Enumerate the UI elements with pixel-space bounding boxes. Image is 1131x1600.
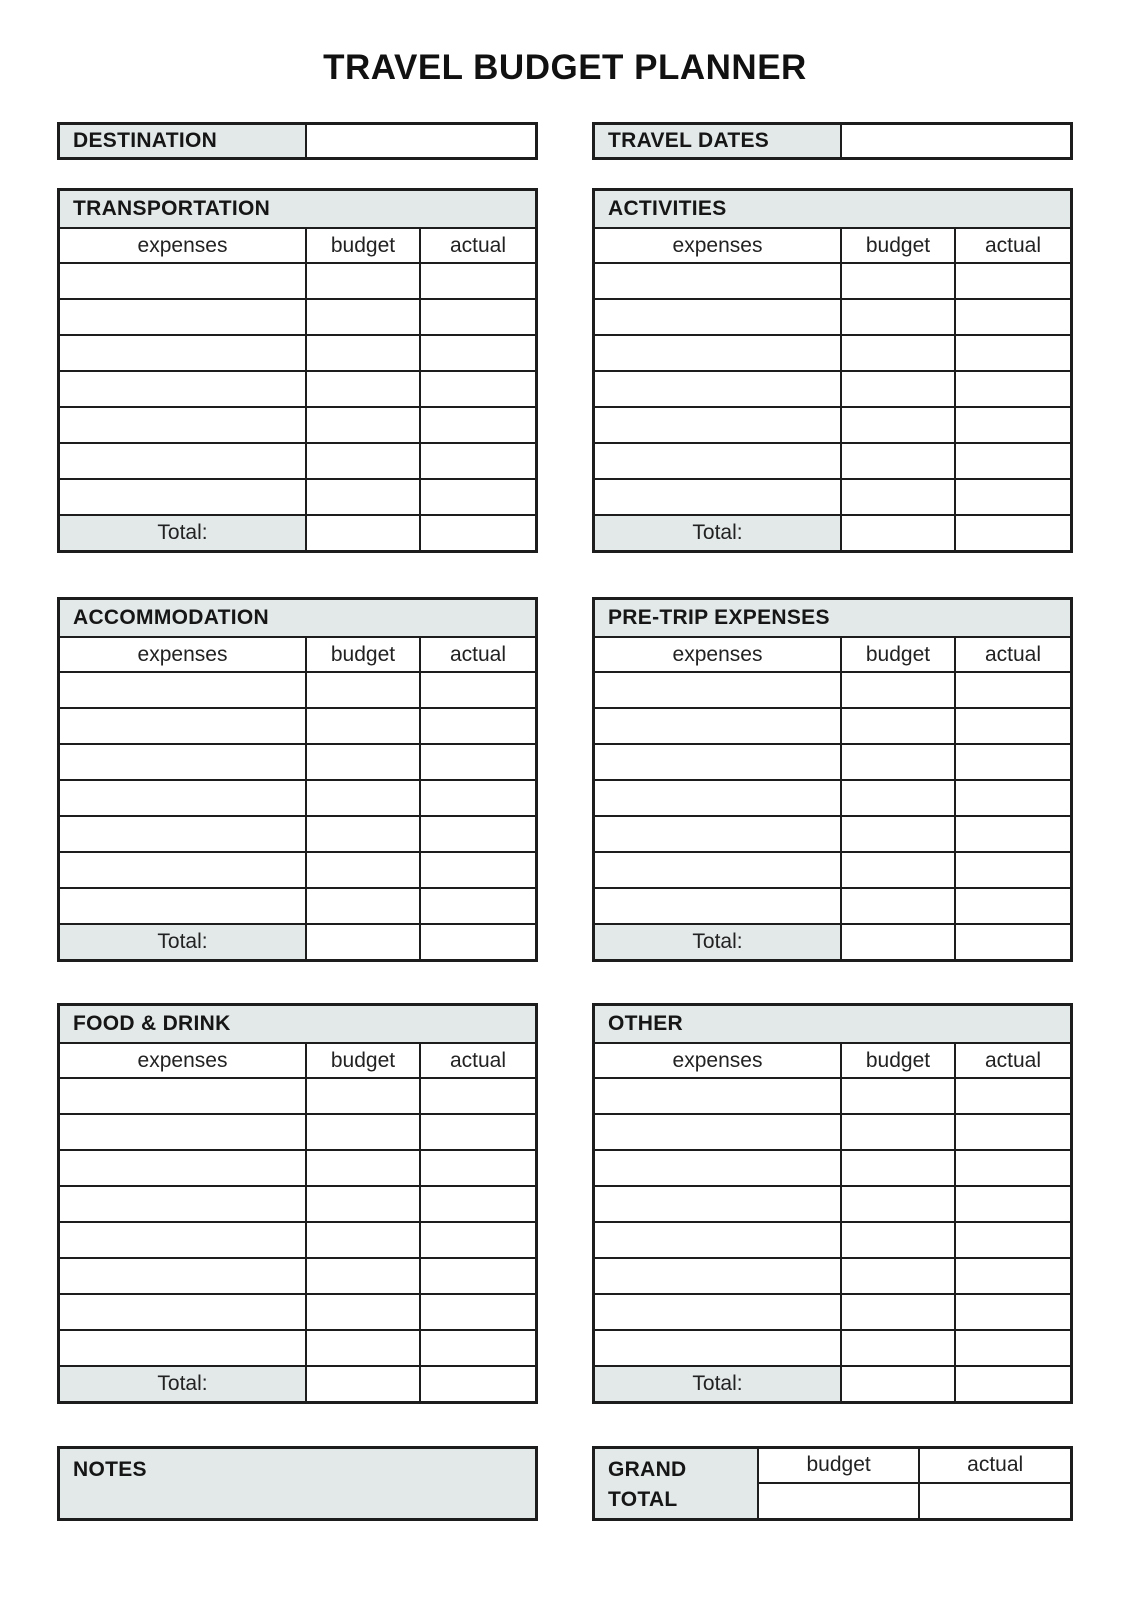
- expense-name-cell[interactable]: [60, 889, 307, 923]
- expense-name-cell[interactable]: [595, 817, 842, 851]
- expense-rows: [60, 264, 535, 516]
- expense-row: [595, 264, 1070, 300]
- grand-total-label-line2: TOTAL: [608, 1488, 678, 1511]
- actual-cell[interactable]: [421, 1331, 535, 1365]
- grand-total-label: [595, 1449, 759, 1518]
- expense-name-cell[interactable]: [595, 709, 842, 743]
- expense-name-cell[interactable]: [60, 709, 307, 743]
- budget-cell[interactable]: [842, 745, 956, 779]
- budget-cell[interactable]: [842, 300, 956, 334]
- expense-name-cell[interactable]: [60, 300, 307, 334]
- expense-name-cell[interactable]: [595, 1223, 842, 1257]
- expense-name-cell[interactable]: [60, 444, 307, 478]
- total-budget-cell[interactable]: [307, 1367, 421, 1401]
- actual-cell[interactable]: [956, 1187, 1070, 1221]
- expense-row: [595, 408, 1070, 444]
- budget-cell[interactable]: [307, 1259, 421, 1293]
- budget-cell[interactable]: [307, 444, 421, 478]
- expense-name-cell[interactable]: [60, 673, 307, 707]
- total-actual-cell[interactable]: [421, 516, 535, 550]
- total-label: Total:: [595, 516, 842, 550]
- expense-row: [60, 1259, 535, 1295]
- section-title: TRANSPORTATION: [60, 191, 535, 229]
- expense-row: [595, 889, 1070, 925]
- section-table-other: [592, 1003, 1073, 1404]
- total-budget-cell[interactable]: [307, 925, 421, 959]
- column-header-actual: actual: [449, 1048, 507, 1072]
- expense-name-cell[interactable]: [60, 1115, 307, 1149]
- actual-cell[interactable]: [421, 673, 535, 707]
- column-header-row: [60, 229, 535, 264]
- expense-row: [595, 444, 1070, 480]
- actual-cell[interactable]: [421, 709, 535, 743]
- section-table-food-drink: [57, 1003, 538, 1404]
- total-budget-cell[interactable]: [842, 1367, 956, 1401]
- budget-cell[interactable]: [842, 264, 956, 298]
- budget-cell[interactable]: [307, 1151, 421, 1185]
- expense-name-cell[interactable]: [595, 673, 842, 707]
- actual-cell[interactable]: [956, 336, 1070, 370]
- actual-cell[interactable]: [956, 1151, 1070, 1185]
- column-header-actual: actual: [984, 642, 1042, 666]
- total-row: [60, 1367, 535, 1401]
- total-row: [595, 516, 1070, 550]
- budget-cell[interactable]: [842, 1187, 956, 1221]
- expense-name-cell[interactable]: [595, 264, 842, 298]
- actual-cell[interactable]: [421, 1259, 535, 1293]
- page-title: TRAVEL BUDGET PLANNER: [323, 48, 807, 87]
- actual-cell[interactable]: [421, 372, 535, 406]
- actual-cell[interactable]: [421, 781, 535, 815]
- expense-row: [595, 336, 1070, 372]
- total-actual-cell[interactable]: [421, 1367, 535, 1401]
- expense-name-cell[interactable]: [60, 372, 307, 406]
- budget-cell[interactable]: [307, 889, 421, 923]
- expense-name-cell[interactable]: [60, 853, 307, 887]
- expense-name-cell[interactable]: [60, 336, 307, 370]
- expense-row: [595, 480, 1070, 516]
- expense-name-cell[interactable]: [595, 372, 842, 406]
- column-header-budget: budget: [307, 229, 421, 262]
- actual-cell[interactable]: [956, 745, 1070, 779]
- budget-cell[interactable]: [842, 853, 956, 887]
- budget-cell[interactable]: [307, 1079, 421, 1113]
- expense-row: [60, 1151, 535, 1187]
- expense-rows: [595, 673, 1070, 925]
- expense-row: [595, 1079, 1070, 1115]
- expense-row: [595, 817, 1070, 853]
- actual-cell[interactable]: [421, 1295, 535, 1329]
- column-header-actual: actual: [449, 642, 507, 666]
- expense-name-cell[interactable]: [595, 1115, 842, 1149]
- budget-cell[interactable]: [842, 444, 956, 478]
- actual-cell[interactable]: [421, 1151, 535, 1185]
- expense-row: [595, 300, 1070, 336]
- column-header-budget: budget: [307, 638, 421, 671]
- expense-name-cell[interactable]: [595, 781, 842, 815]
- expense-row: [595, 709, 1070, 745]
- actual-cell[interactable]: [956, 300, 1070, 334]
- expense-row: [60, 372, 535, 408]
- expense-row: [60, 853, 535, 889]
- budget-cell[interactable]: [307, 372, 421, 406]
- column-header-expenses: expenses: [595, 229, 842, 262]
- actual-cell[interactable]: [421, 336, 535, 370]
- tables-row-2: [57, 597, 1073, 962]
- budget-cell[interactable]: [307, 264, 421, 298]
- actual-cell[interactable]: [956, 889, 1070, 923]
- total-row: [595, 925, 1070, 959]
- notes-label: NOTES: [73, 1458, 147, 1481]
- grand-total-table: [592, 1446, 1073, 1521]
- budget-cell[interactable]: [307, 1295, 421, 1329]
- travel-dates-input[interactable]: [842, 125, 1070, 157]
- total-actual-cell[interactable]: [956, 1367, 1070, 1401]
- column-header-expenses: expenses: [595, 1044, 842, 1077]
- expense-name-cell[interactable]: [595, 336, 842, 370]
- column-header-row: [595, 229, 1070, 264]
- destination-label: DESTINATION: [60, 125, 307, 157]
- section-table-pre-trip-expenses: [592, 597, 1073, 962]
- budget-cell[interactable]: [842, 1151, 956, 1185]
- budget-cell[interactable]: [842, 408, 956, 442]
- budget-cell[interactable]: [307, 853, 421, 887]
- budget-cell[interactable]: [307, 1115, 421, 1149]
- section-title: FOOD & DRINK: [60, 1006, 535, 1044]
- budget-cell[interactable]: [842, 781, 956, 815]
- budget-cell[interactable]: [842, 709, 956, 743]
- expense-name-cell[interactable]: [60, 781, 307, 815]
- total-actual-cell[interactable]: [956, 925, 1070, 959]
- column-header-expenses: expenses: [60, 638, 307, 671]
- expense-name-cell[interactable]: [60, 264, 307, 298]
- expense-rows: [60, 1079, 535, 1367]
- actual-cell[interactable]: [956, 1331, 1070, 1365]
- total-row: [595, 1367, 1070, 1401]
- budget-cell[interactable]: [307, 480, 421, 514]
- expense-row: [60, 444, 535, 480]
- budget-cell[interactable]: [842, 1259, 956, 1293]
- grand-total-budget-header: budget: [759, 1449, 921, 1484]
- expense-row: [595, 673, 1070, 709]
- expense-row: [60, 336, 535, 372]
- total-label: Total:: [595, 1367, 842, 1401]
- budget-cell[interactable]: [307, 709, 421, 743]
- actual-cell[interactable]: [421, 817, 535, 851]
- budget-cell[interactable]: [842, 1331, 956, 1365]
- expense-name-cell[interactable]: [60, 1223, 307, 1257]
- actual-cell[interactable]: [421, 853, 535, 887]
- expense-name-cell[interactable]: [60, 1151, 307, 1185]
- expense-name-cell[interactable]: [60, 408, 307, 442]
- expense-row: [60, 673, 535, 709]
- expense-row: [60, 1115, 535, 1151]
- actual-cell[interactable]: [956, 1223, 1070, 1257]
- expense-name-cell[interactable]: [60, 1187, 307, 1221]
- section-table-activities: [592, 188, 1073, 553]
- total-actual-cell[interactable]: [421, 925, 535, 959]
- expense-row: [60, 817, 535, 853]
- budget-cell[interactable]: [307, 336, 421, 370]
- actual-cell[interactable]: [956, 372, 1070, 406]
- actual-cell[interactable]: [421, 1187, 535, 1221]
- column-header-budget: budget: [307, 1044, 421, 1077]
- actual-cell[interactable]: [421, 480, 535, 514]
- expense-name-cell[interactable]: [595, 408, 842, 442]
- expense-name-cell[interactable]: [595, 1151, 842, 1185]
- column-header-budget: budget: [842, 229, 956, 262]
- destination-field-box: [57, 122, 538, 160]
- expense-row: [595, 1295, 1070, 1331]
- expense-rows: [595, 264, 1070, 516]
- section-title: PRE-TRIP EXPENSES: [595, 600, 1070, 638]
- budget-cell[interactable]: [307, 1223, 421, 1257]
- budget-cell[interactable]: [842, 336, 956, 370]
- budget-cell[interactable]: [842, 1295, 956, 1329]
- budget-cell[interactable]: [842, 480, 956, 514]
- actual-cell[interactable]: [421, 444, 535, 478]
- tables-row-3: [57, 1003, 1073, 1404]
- footer-row: [57, 1446, 1073, 1521]
- section-table-accommodation: [57, 597, 538, 962]
- actual-cell[interactable]: [956, 264, 1070, 298]
- total-label: Total:: [60, 516, 307, 550]
- total-budget-cell[interactable]: [842, 516, 956, 550]
- expense-name-cell[interactable]: [595, 444, 842, 478]
- budget-cell[interactable]: [842, 1079, 956, 1113]
- column-header-row: [595, 638, 1070, 673]
- column-header-row: [60, 1044, 535, 1079]
- actual-cell[interactable]: [956, 817, 1070, 851]
- budget-cell[interactable]: [307, 1187, 421, 1221]
- column-header-expenses: expenses: [595, 638, 842, 671]
- expense-name-cell[interactable]: [60, 1295, 307, 1329]
- travel-dates-label: TRAVEL DATES: [595, 125, 842, 157]
- column-header-expenses: expenses: [60, 229, 307, 262]
- total-actual-cell[interactable]: [956, 516, 1070, 550]
- actual-cell[interactable]: [421, 1223, 535, 1257]
- expense-row: [60, 1295, 535, 1331]
- expense-name-cell[interactable]: [60, 1079, 307, 1113]
- actual-cell[interactable]: [421, 1079, 535, 1113]
- actual-cell[interactable]: [421, 264, 535, 298]
- grand-total-actual-header: actual: [920, 1449, 1070, 1484]
- destination-input[interactable]: [307, 125, 535, 157]
- actual-cell[interactable]: [421, 745, 535, 779]
- budget-cell[interactable]: [307, 300, 421, 334]
- expense-row: [595, 1259, 1070, 1295]
- expense-name-cell[interactable]: [595, 889, 842, 923]
- expense-row: [60, 1223, 535, 1259]
- actual-cell[interactable]: [956, 673, 1070, 707]
- section-title: ACCOMMODATION: [60, 600, 535, 638]
- expense-row: [60, 300, 535, 336]
- budget-cell[interactable]: [307, 673, 421, 707]
- budget-cell[interactable]: [307, 1331, 421, 1365]
- grand-total-budget-cell[interactable]: [759, 1484, 921, 1519]
- expense-name-cell[interactable]: [595, 1079, 842, 1113]
- expense-row: [60, 408, 535, 444]
- expense-row: [595, 372, 1070, 408]
- expense-name-cell[interactable]: [60, 1331, 307, 1365]
- expense-name-cell[interactable]: [60, 1259, 307, 1293]
- column-header-expenses: expenses: [60, 1044, 307, 1077]
- section-table-transportation: [57, 188, 538, 553]
- total-label: Total:: [60, 1367, 307, 1401]
- actual-cell[interactable]: [956, 781, 1070, 815]
- expense-row: [595, 1187, 1070, 1223]
- grand-total-actual-cell[interactable]: [920, 1484, 1070, 1519]
- expense-row: [60, 1331, 535, 1367]
- actual-cell[interactable]: [421, 408, 535, 442]
- expense-row: [60, 1079, 535, 1115]
- total-label: Total:: [60, 925, 307, 959]
- budget-cell[interactable]: [842, 817, 956, 851]
- actual-cell[interactable]: [421, 1115, 535, 1149]
- budget-cell[interactable]: [842, 372, 956, 406]
- expense-name-cell[interactable]: [60, 745, 307, 779]
- actual-cell[interactable]: [956, 480, 1070, 514]
- notes-box[interactable]: [57, 1446, 538, 1521]
- expense-row: [595, 781, 1070, 817]
- expense-row: [60, 1187, 535, 1223]
- header-fields-row: [57, 122, 1073, 160]
- column-header-budget: budget: [842, 1044, 956, 1077]
- expense-name-cell[interactable]: [595, 480, 842, 514]
- expense-row: [595, 1331, 1070, 1367]
- travel-dates-field-box: [592, 122, 1073, 160]
- expense-row: [595, 1115, 1070, 1151]
- budget-cell[interactable]: [307, 817, 421, 851]
- budget-cell[interactable]: [842, 889, 956, 923]
- expense-row: [60, 264, 535, 300]
- actual-cell[interactable]: [421, 300, 535, 334]
- expense-name-cell[interactable]: [595, 1295, 842, 1329]
- expense-rows: [595, 1079, 1070, 1367]
- budget-cell[interactable]: [842, 673, 956, 707]
- total-row: [60, 925, 535, 959]
- expense-name-cell[interactable]: [595, 1187, 842, 1221]
- expense-row: [60, 889, 535, 925]
- section-title: ACTIVITIES: [595, 191, 1070, 229]
- expense-name-cell[interactable]: [595, 853, 842, 887]
- actual-cell[interactable]: [956, 709, 1070, 743]
- actual-cell[interactable]: [956, 1295, 1070, 1329]
- expense-rows: [60, 673, 535, 925]
- column-header-row: [60, 638, 535, 673]
- total-budget-cell[interactable]: [842, 925, 956, 959]
- actual-cell[interactable]: [956, 1259, 1070, 1293]
- expense-name-cell[interactable]: [60, 817, 307, 851]
- budget-cell[interactable]: [307, 745, 421, 779]
- actual-cell[interactable]: [956, 408, 1070, 442]
- expense-row: [60, 781, 535, 817]
- total-row: [60, 516, 535, 550]
- actual-cell[interactable]: [421, 889, 535, 923]
- column-header-actual: actual: [984, 233, 1042, 257]
- expense-name-cell[interactable]: [595, 1331, 842, 1365]
- total-budget-cell[interactable]: [307, 516, 421, 550]
- column-header-row: [595, 1044, 1070, 1079]
- actual-cell[interactable]: [956, 853, 1070, 887]
- expense-name-cell[interactable]: [60, 480, 307, 514]
- expense-row: [595, 1151, 1070, 1187]
- expense-row: [60, 480, 535, 516]
- expense-row: [60, 709, 535, 745]
- expense-name-cell[interactable]: [595, 1259, 842, 1293]
- section-title: OTHER: [595, 1006, 1070, 1044]
- budget-cell[interactable]: [307, 408, 421, 442]
- budget-cell[interactable]: [842, 1115, 956, 1149]
- expense-name-cell[interactable]: [595, 745, 842, 779]
- column-header-budget: budget: [842, 638, 956, 671]
- actual-cell[interactable]: [956, 1079, 1070, 1113]
- budget-cell[interactable]: [842, 1223, 956, 1257]
- total-label: Total:: [595, 925, 842, 959]
- expense-row: [595, 853, 1070, 889]
- expense-row: [595, 745, 1070, 781]
- expense-row: [595, 1223, 1070, 1259]
- column-header-actual: actual: [449, 233, 507, 257]
- budget-cell[interactable]: [307, 781, 421, 815]
- actual-cell[interactable]: [956, 444, 1070, 478]
- expense-name-cell[interactable]: [595, 300, 842, 334]
- grand-total-label-line1: GRAND: [608, 1458, 687, 1481]
- column-header-actual: actual: [984, 1048, 1042, 1072]
- expense-row: [60, 745, 535, 781]
- actual-cell[interactable]: [956, 1115, 1070, 1149]
- tables-row-1: [57, 188, 1073, 553]
